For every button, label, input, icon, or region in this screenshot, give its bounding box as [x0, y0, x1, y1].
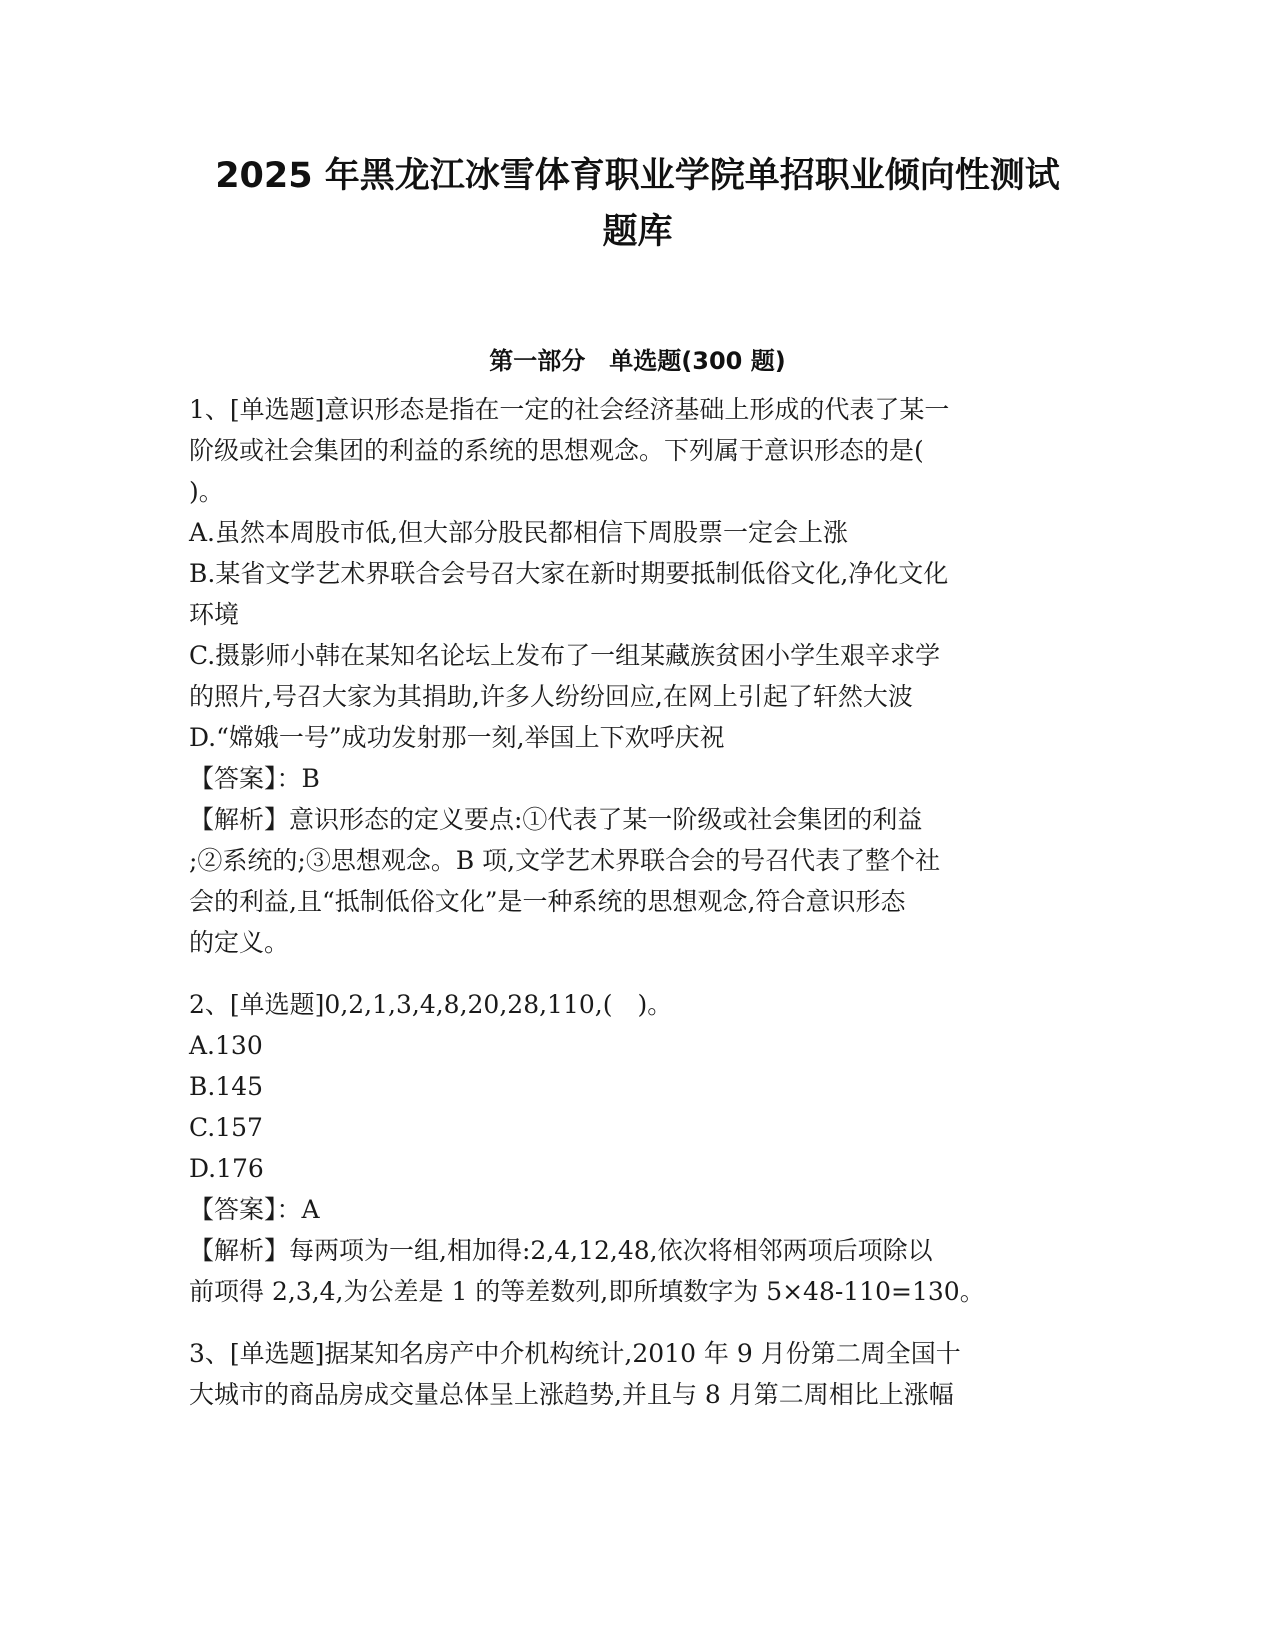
question-2-answer: 【答案】：A: [189, 1195, 320, 1224]
document-title-line2: 题库: [602, 212, 673, 252]
question-1-answer: 【答案】：B: [189, 764, 320, 793]
question-2-analysis-line-2: 前项得 2,3,4,为公差是 1 的等差数列,即所填数字为 5×48-110=130。: [189, 1277, 985, 1306]
section-heading: 第一部分 单选题(300 题): [489, 347, 786, 375]
question-2-analysis-line-1: 【解析】每两项为一组,相加得:2,4,12,48,依次将相邻两项后项除以: [189, 1236, 933, 1265]
question-1-stem-line-2: 阶级或社会集团的利益的系统的思想观念。下列属于意识形态的是(: [189, 436, 924, 465]
question-3-stem-line-2: 大城市的商品房成交量总体呈上涨趋势,并且与 8 月第二周相比上涨幅: [189, 1380, 954, 1409]
question-1-stem-line-3: )。: [189, 477, 224, 506]
question-1-analysis-line-2: ;②系统的;③思想观念。B 项,文学艺术界联合会的号召代表了整个社: [189, 846, 941, 875]
question-1-analysis-line-4: 的定义。: [189, 928, 290, 957]
question-1-analysis-line-3: 会的利益,且“抵制低俗文化”是一种系统的思想观念,符合意识形态: [189, 887, 906, 916]
question-1-option-b: B.某省文学艺术界联合会号召大家在新时期要抵制低俗文化,净化文化: [189, 559, 949, 588]
question-2-option-c: C.157: [189, 1113, 263, 1142]
question-2-stem: 2、[单选题]0,2,1,3,4,8,20,28,110,( )。: [189, 990, 673, 1019]
question-3-stem-line-1: 3、[单选题]据某知名房产中介机构统计,2010 年 9 月份第二周全国十: [189, 1339, 961, 1368]
question-2-option-a: A.130: [189, 1031, 263, 1060]
document-title: [150, 148, 1125, 260]
question-1-option-a: A.虽然本周股市低,但大部分股民都相信下周股票一定会上涨: [189, 518, 848, 547]
document-title-line1: 2025 年黑龙江冰雪体育职业学院单招职业倾向性测试: [215, 156, 1060, 196]
question-2-option-d: D.176: [189, 1154, 264, 1183]
question-2-option-b: B.145: [189, 1072, 264, 1101]
question-1-option-b-cont: 环境: [189, 600, 240, 629]
question-1-analysis-line-1: 【解析】意识形态的定义要点:①代表了某一阶级或社会集团的利益: [189, 805, 923, 834]
question-1-option-c-cont: 的照片,号召大家为其捐助,许多人纷纷回应,在网上引起了轩然大波: [189, 682, 913, 711]
question-1-stem-line-1: 1、[单选题]意识形态是指在一定的社会经济基础上形成的代表了某一: [189, 395, 950, 424]
question-1-option-d: D.“嫦娥一号”成功发射那一刻,举国上下欢呼庆祝: [189, 723, 725, 752]
question-1-option-c: C.摄影师小韩在某知名论坛上发布了一组某藏族贫困小学生艰辛求学: [189, 641, 941, 670]
